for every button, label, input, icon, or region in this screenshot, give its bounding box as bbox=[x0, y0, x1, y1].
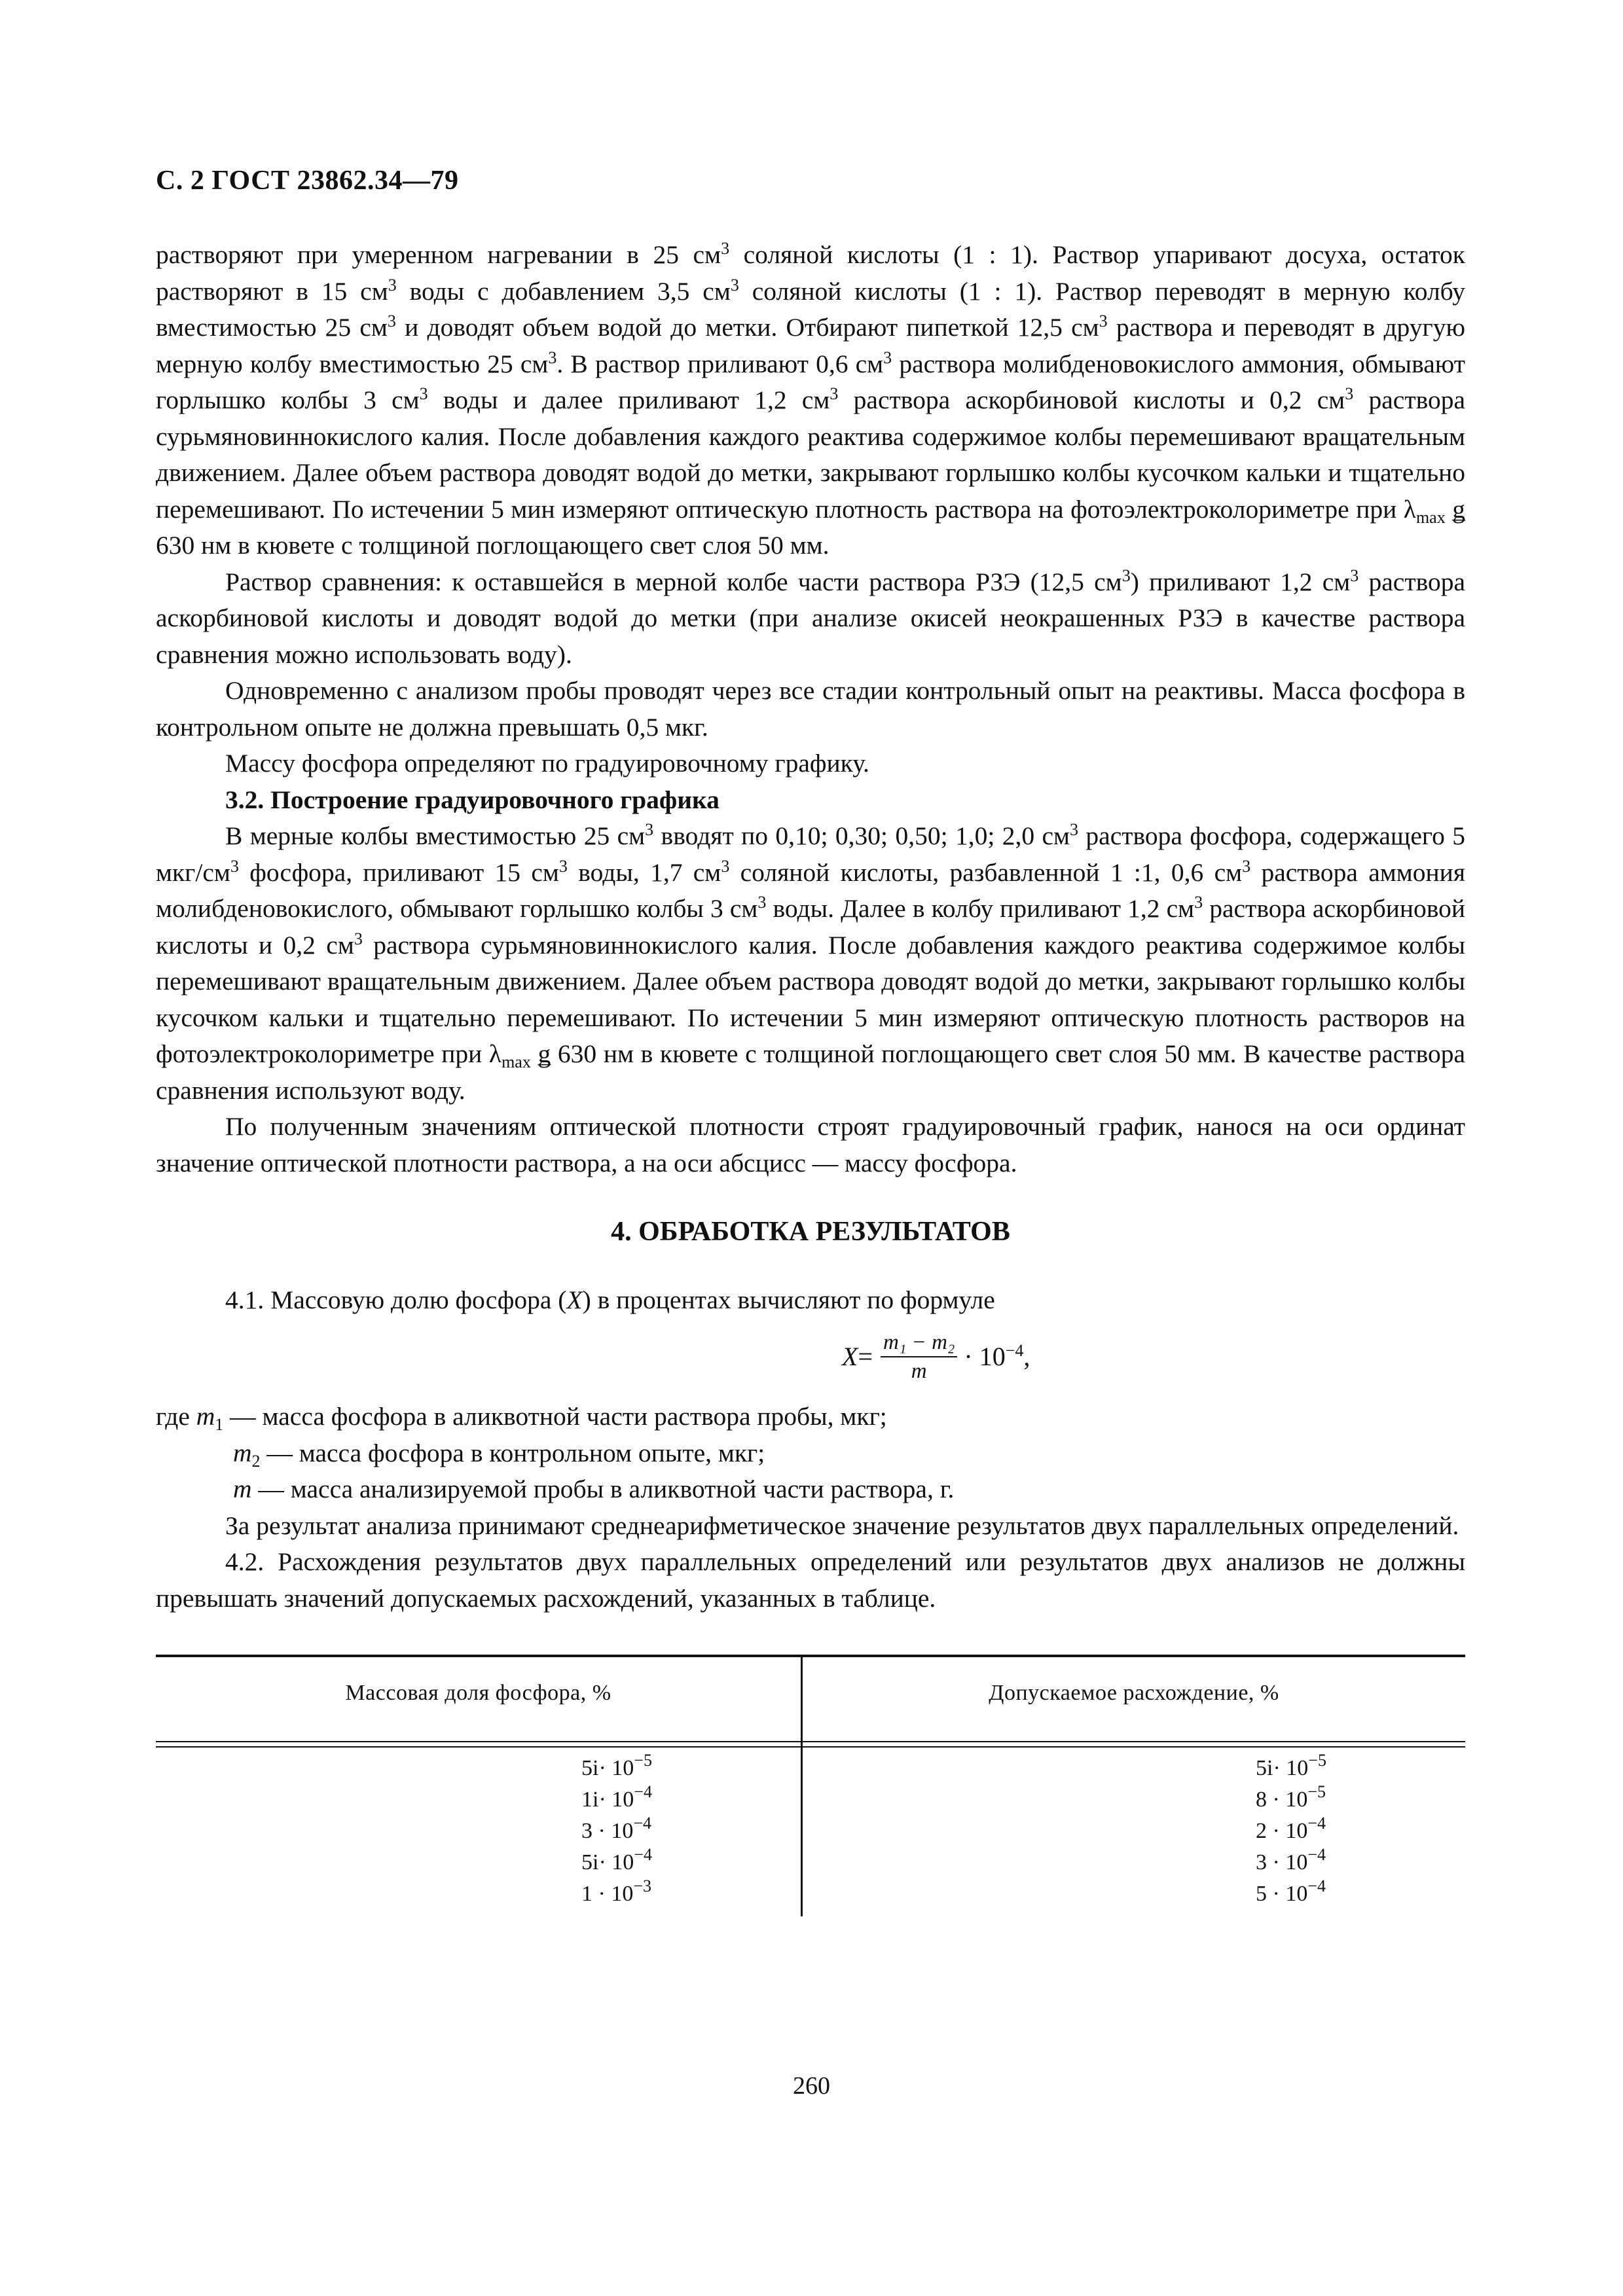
definition-m1: где $m_1$ — масса фосфора в аликвотной части раствора пробы, мкг; bbox=[156, 1402, 887, 1434]
definition-m: m — масса анализируемой пробы в аликвотной части раствора, г. bbox=[233, 1475, 955, 1503]
formula-equals: = bbox=[858, 1342, 873, 1372]
paragraph-procedure-continued: растворяют при умеренном нагревании в 25 $см^3$ соляной кислоты (1 : 1). Раствор упаривают досуха, остаток растворяют в 15 $см^3$ воды с добавлением 3,5 $см^3$ соляной кислоты (1 : 1). Раствор переводят в мерную колбу вместимостью 25 $см^3$ и доводят объем водой до метки. Отбирают пипеткой 12,5 $см^3$ раствора и переводят в другую мерную колбу вместимостью 25 $см^3$. В раствор приливают 0,6 $см^3$ раствора молибденовокислого аммония, обмывают горлышко колбы 3 $см^3$ воды и далее приливают 1,2 $см^3$ раствора аскорбиновой кислоты и 0,2 $см^3$ раствора сурьмяновиннокислого калия. После добавления каждого реактива содержимое колбы перемешивают вращательным движением. Далее объем раствора доводят водой до метки, закрывают горлышко колбы кусочком кальки и тщательно перемешивают. По истечении 5 мин измеряют оптическую плотность раствора на фотоэлектроколориметре при $\lambda_{max}$ ǥ 630 нм в кювете с толщиной поглощающего свет слоя 50 мм. bbox=[156, 239, 1466, 560]
formula-expression bbox=[842, 1330, 1030, 1384]
table-cell: $3 \cdot 10^{-4}$ bbox=[581, 1814, 651, 1843]
table-header-rule bbox=[156, 1741, 1465, 1742]
paragraph-control-test: Одновременно с анализом пробы проводят через все стадии контрольный опыт на реактивы. Масса фосфора в контрольном опыте не должна превышать 0,5 мкг. bbox=[156, 676, 1465, 742]
formula bbox=[156, 1330, 1465, 1399]
paragraph-mass-determination: Массу фосфора определяют по градуировочному графику. bbox=[225, 749, 869, 778]
table-header-mass-fraction: Массовая доля фосфора, % bbox=[345, 1681, 611, 1705]
tolerance-table bbox=[156, 1655, 1465, 1916]
paragraph-calibration-graph: По полученным значениям оптической плотности строят градуировочный график, нанося на оси ординат значение оптической плотности раствора, а на оси абсцисс — массу фосфора. bbox=[156, 1112, 1465, 1177]
table-cell: $1i\cdot 10^{-4}$ bbox=[581, 1782, 652, 1812]
definition-m2: $m_2$ — масса фосфора в контрольном опыте, мкг; bbox=[233, 1438, 765, 1471]
table-header-rule-second bbox=[156, 1746, 1465, 1748]
paragraph-reference-solution: Раствор сравнения: к оставшейся в мерной колбе части раствора РЗЭ (12,5 $см^3$) приливают 1,2 $см^3$ раствора аскорбиновой кислоты и доводят водой до метки (при анализе окисей неокрашенных РЗЭ в качестве раствора сравнения можно использовать воду). bbox=[156, 565, 1465, 669]
page-number: 260 bbox=[793, 2072, 830, 2100]
table-cell: $3 \cdot 10^{-4}$ bbox=[1256, 1845, 1326, 1874]
paragraph-4-1: 4.1. Массовую долю фосфора (X) в процентах вычисляют по формуле bbox=[225, 1285, 995, 1314]
formula-denominator: m bbox=[911, 1359, 927, 1383]
table-column-tolerance bbox=[1256, 1753, 1326, 1910]
table-column-mass-fraction bbox=[581, 1753, 652, 1910]
table-header-tolerance: Допускаемое расхождение, % bbox=[989, 1681, 1279, 1705]
table-top-rule bbox=[156, 1655, 1465, 1657]
table-cell: $5 \cdot 10^{-4}$ bbox=[1256, 1876, 1326, 1906]
table-cell: $5i\cdot 10^{-5}$ bbox=[1256, 1751, 1326, 1780]
subsection-heading-3-2: 3.2. Построение градуировочного графика bbox=[225, 785, 720, 814]
table-cell: $5i\cdot 10^{-5}$ bbox=[581, 1751, 652, 1780]
formula-definitions bbox=[156, 1399, 1465, 1508]
paragraph-calibration: В мерные колбы вместимостью 25 $см^3$ вводят по 0,10; 0,30; 0,50; 1,0; 2,0 $см^3$ раствора фосфора, содержащего 5 мкг/$см^3$ фосфора, приливают 15 $см^3$ воды, 1,7 $см^3$ соляной кислоты, разбавленной 1 :1, 0,6 $см^3$ раствора аммония молибденовокислого, обмывают горлышко колбы 3 $см^3$ воды. Далее в колбу приливают 1,2 $см^3$ раствора аскорбиновой кислоты и 0,2 $см^3$ раствора сурьмяновиннокислого калия. После добавления каждого реактива содержимое колбы перемешивают вращательным движением. Далее объем раствора доводят водой до метки, закрывают горлышко колбы кусочком кальки и тщательно перемешивают. По истечении 5 мин измеряют оптическую плотность растворов на фотоэлектроколориметре при $\lambda_{max}$ ǥ 630 нм в кювете с толщиной поглощающего свет слоя 50 мм. В качестве раствора сравнения используют воду. bbox=[156, 820, 1465, 1105]
table-cell: $2 \cdot 10^{-4}$ bbox=[1256, 1814, 1326, 1843]
paragraph-result: За результат анализа принимают среднеарифметическое значение результатов двух параллельных определений. bbox=[225, 1511, 1459, 1540]
table-cell: $1 \cdot 10^{-3}$ bbox=[581, 1876, 651, 1906]
page-header: С. 2 ГОСТ 23862.34—79 bbox=[156, 166, 459, 196]
section-heading-4: 4. ОБРАБОТКА РЕЗУЛЬТАТОВ bbox=[611, 1217, 1010, 1247]
formula-multiplier: · $10^{-4}$, bbox=[964, 1341, 1030, 1372]
formula-numerator: m₁ − m₂ bbox=[881, 1330, 957, 1357]
formula-lhs: X bbox=[842, 1342, 858, 1372]
paragraph-4-2: 4.2. Расхождения результатов двух параллельных определений или результатов двух анализов не должны превышать значений допускаемых расхождений, указанных в таблице. bbox=[156, 1547, 1465, 1613]
table-cell: $5i\cdot 10^{-4}$ bbox=[581, 1845, 652, 1874]
table-cell: $8 \cdot 10^{-5}$ bbox=[1256, 1782, 1326, 1812]
body-text bbox=[156, 237, 1465, 1617]
formula-fraction bbox=[881, 1330, 957, 1384]
